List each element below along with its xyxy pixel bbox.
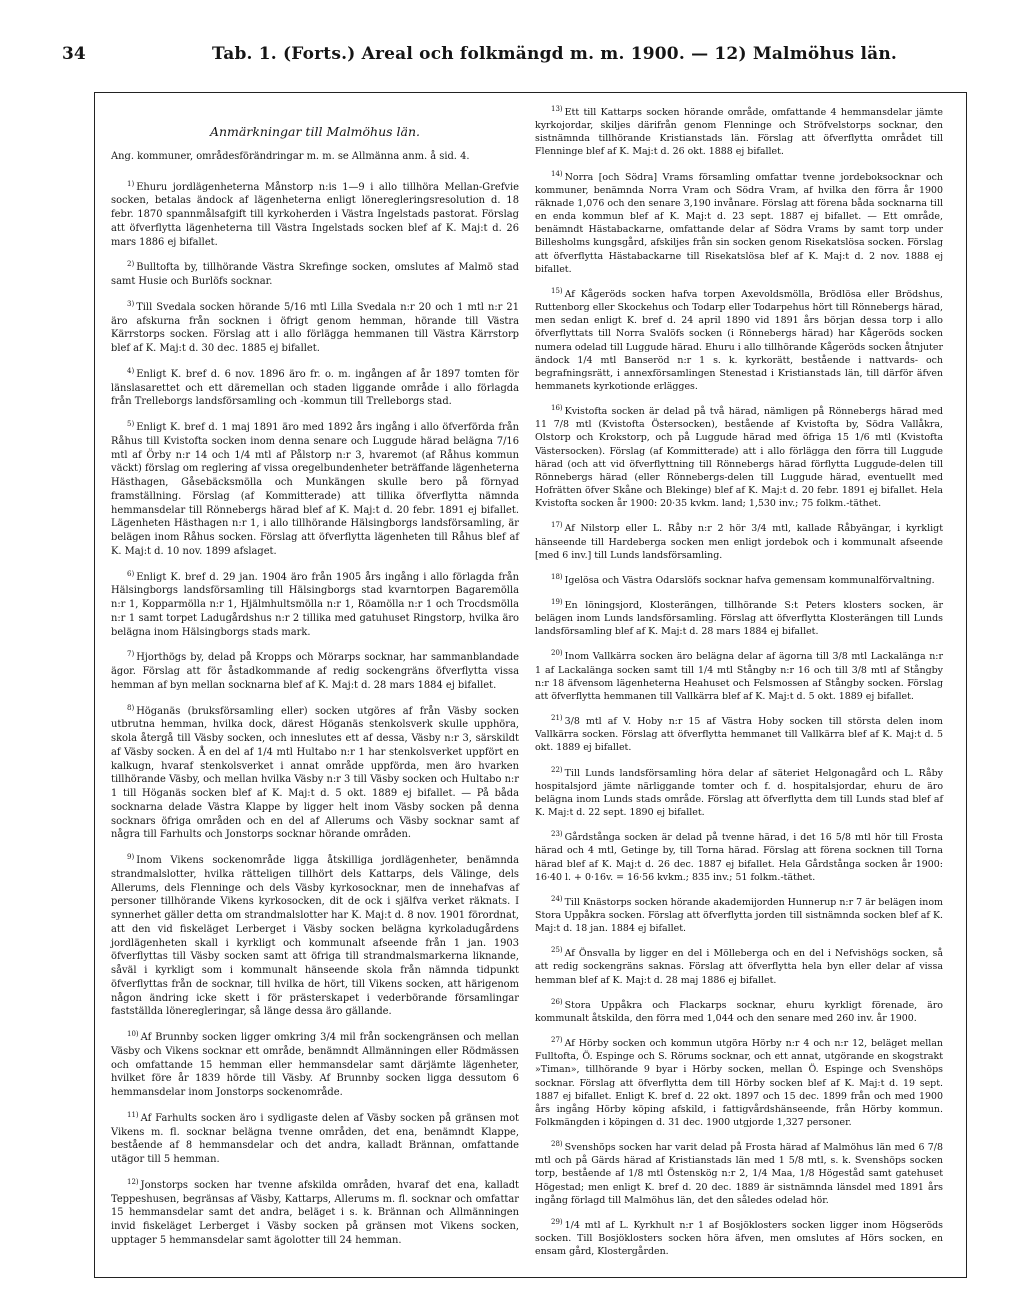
footnote-number: 21) xyxy=(551,714,563,723)
footnote-text: 3/8 mtl af V. Hoby n:r 15 af Västra Hoby socken till största delen inom Vallkärra socken. Förslag att öfverflytta hemmanet till Vallkärra blef af K. Maj:t d. 5 okt. 1889 ej bifallet. xyxy=(535,716,943,754)
footnote xyxy=(535,712,943,754)
footnote-number: 23) xyxy=(551,830,563,839)
footnote xyxy=(535,1034,943,1129)
footnote-text: Till Lunds landsförsamling höra delar af säteriet Helgonagård och L. Råby hospitalsjord jämte närliggande tomter och f. d. hospitalsjordar, ehuru de äro belägna inom Lunds stads område. Förslag att öfverflytta dem till Lunds stad blef af K. Maj:t d. 22 sept. 1890 ej bifallet. xyxy=(535,767,943,819)
footnote-number: 4) xyxy=(127,366,135,375)
footnote-number: 9) xyxy=(127,853,135,861)
footnote-text: Jonstorps socken har tvenne afskilda områden, hvaraf det ena, kalladt Teppeshusen, begränsas af Väsby, Kattarps, Allerums m. fl. socknar och omfattar 15 hemmansdelar samt det andra, beläget i s. k. Brännan och Allmänningen invid fiskeläget Lerberget i Väsby socken på gränsen mot Vikens socken, upptager 5 hemmansdelar samt ägolotter till 24 hemman. xyxy=(111,1179,519,1246)
footnote xyxy=(535,103,943,159)
footnote-text: Af Hörby socken och kommun utgöra Hörby n:r 4 och n:r 12, beläget mellan Fulltofta, Ö. Espinge och S. Rörums socknar, och ett annat, utgörande en skogstrakt »Timan», tillhörande 9 byar i Hörby socken, mellan Ö. Espinge och Svenshöps socknar. Förslag att öfverflytta dem till Hörby socken blef af K. Maj:t d. 19 sept. 1887 ej bifallet. Enligt K. bref d. 22 okt. 1897 och 15 dec. 1899 från och med 1900 års ingång Hörby köping afskild, i fattigvårdshänseende, från Hörby kommun. Folkmängden i köpingen d. 31 dec. 1900 utgjorde 1,327 personer. xyxy=(535,1038,943,1128)
footnote-number: 25) xyxy=(551,946,563,955)
footnote-text: Norra [och Södra] Vrams församling omfattar tvenne jordeboksocknar och kommuner, benämnda Norra Vram och Södra Vram, af hvilka den förra år 1900 räknade 1,076 och den senare 3,190 invånare. Förslag att förena båda socknarna till en enda kommun blef af K. Maj:t d. 23 sept. 1887 ej bifallet. — Ett område, benämndt Hästabackarne, omfattande delar af Södra Vrams by samt torp under Billesholms kungsgård, afskiljes från sin socken genom Risekatslösa socken. Förslag att öfverflytta Hästabackarne till Risekatslösa blef af K. Maj:t d. 2 nov. 1888 ej bifallet. xyxy=(535,171,943,275)
footnote-text: Inom Vikens sockenområde ligga åtskilliga jordlägenheter, benämnda strandmalslotter, hvilka rätteligen tillhört dels Kattarps, dels Välinge, dels Allerums, dels Flenninge och dels Väsby kyrkosocknar, men de innehafvas af personer tillhörande Vikens kyrkosocken, dit de ock i själfva verket räknats. I synnerhet gäller detta om strandmalslotter har K. Maj:t d. 8 nov. 1901 förordnat, att den vid fiskeläget Lerberget i Väsby socken belägna kyrkoladugårdens jordlägenheten skall i kyrkligt och kommunalt afseende från 1 jan. 1903 öfverflyttas till Väsby socken samt att öfriga till strandmalsmarkerna liknande, såväl i kyrkligt som i kommunalt hänseende skola från nämnda tidpunkt öfverflyttas från de socknar, till hvilka de hört, till Vikens socken, att härigenom någon ändring icke skett i för prästerskapet i vederbörande församlingar fastställda löneregleringar, så länge dessa äro gällande. xyxy=(111,855,519,1018)
footnote xyxy=(111,1109,519,1167)
footnote-number: 12) xyxy=(127,1177,139,1186)
footnote xyxy=(111,1176,519,1248)
left-column xyxy=(111,125,519,1257)
footnote xyxy=(535,285,943,393)
footnote-text: Till Knästorps socken hörande akademijorden Hunnerup n:r 7 är belägen inom Stora Uppåkra socken. Förslag att öfverflytta jorden till sistnämnda socken blef af K. Maj:t d. 18 jan. 1884 ej bifallet. xyxy=(535,896,943,935)
footnote-text: Af Kågeröds socken hafva torpen Axevoldsmölla, Brödlösa eller Brödshus, Ruttenborg eller Skockehus och Todarp eller Todarpehus hört till Rönnebergs härad, men sedan enligt K. bref d. 24 april 1890 vid 1891 års början dessa torp i allo öfverflyttats till Norra Svalöfs socken (i Rönnebergs härad) har Kågeröds socken numera odelad till Luggude härad. Ehuru i allo tillhörande Kågeröds socken åtnjuter ändock 1/4 mtl Banseröd n:r 1 s. k. kyrkorätt, bestående i nattvards- och begrafningsrätt, i annexförsamlingen Stenestad i Kristianstads län, till därför äfven hemmanets kyrkotionde erlägges. xyxy=(535,288,943,392)
footnote-text: 1/4 mtl af L. Kyrkhult n:r 1 af Bosjöklosters socken ligger inom Högseröds socken. Till Bosjöklosters socken höra äfven, men omslutes af Hörs socken, en ensam gård, Klostergården. xyxy=(535,1219,943,1258)
footnote xyxy=(535,828,943,884)
footnote xyxy=(535,519,943,561)
footnote-number: 22) xyxy=(551,765,563,774)
footnote-number: 1) xyxy=(127,179,135,188)
footnote-number: 3) xyxy=(127,299,135,308)
footnote-number: 5) xyxy=(127,420,135,428)
footnote xyxy=(535,944,943,986)
footnote-text: Svenshöps socken har varit delad på Frosta härad af Malmöhus län med 6 7/8 mtl och på Gärds härad af Kristianstads län med 1 5/8 mtl, s. k. Svenshöps socken torp, bestående af 1/8 mtl Östenskög n:r 2, 1/4 Maa, 1/8 Högeståd samt gatehuset Högestad; men enligt K. bref d. 20 dec. 1889 är sistnämnda länsdel med 1891 års ingång förlagd till Malmöhus län, det den således odelad hör. xyxy=(535,1142,943,1206)
footnote xyxy=(535,647,943,703)
footnote-number: 19) xyxy=(551,598,563,606)
footnote-number: 16) xyxy=(551,404,563,413)
footnote-number: 28) xyxy=(551,1140,563,1149)
footnote-text: Inom Vallkärra socken äro belägna delar af ägorna till 3/8 mtl Lackalänga n:r 1 af Lackalänga socken samt till 1/4 mtl Stångby n:r 16 och till 3/8 mtl af Stångby n:r 18 äfvensom lägenheterna Heahuset och Felsmossen af Stångby socken. Förslag att öfverflytta hemmanen till Vallkärra blef af K. Maj:t d. 5 okt. 1889 ej bifallet. xyxy=(535,651,943,702)
right-column xyxy=(535,103,943,1267)
page-number: 34 xyxy=(62,44,86,64)
footnote-text: Enligt K. bref d. 1 maj 1891 äro med 1892 års ingång i allo öfverförda från Råhus till Kvistofta socken inom denna senare och Luggude härad belägna 7/16 mtl af Örby n:r 14 och 1/4 mtl af Pålstorp n:r 3, hvaremot (af Råhus kommun väckt) förslag om reglering af vissa oregelbundenheter beträffande lägenheterna Hästhagen, Gåsebäcksmölla och Munkängen skulle bero på förnyad framställning. Förslag (af Kommitterade) att tillika öfverflytta nämnda hemmansdelar till Rönnebergs härad blef af K. Maj:t d. 20 febr. 1891 ej bifallet. Lägenheten Hästhagen n:r 1, i allo tillhörande Hälsingborgs landsförsamling, är belägen inom Råhus socken. Förslag att öfverflytta lägenheten till Råhus blef af K. Maj:t d. 10 nov. 1899 afslaget. xyxy=(111,422,519,557)
footnote-text: Af Brunnby socken ligger omkring 3/4 mil från sockengränsen och mellan Väsby och Vikens socknar ett område, benämndt Allmänningen eller Rödmässen och omfattande 15 hemman eller hemmansdelar samt därjämte lägenheter, hvilket före år 1839 hörde till Väsby. Af Brunnby socken ligga dessutom 6 hemmansdelar inom Jonstorps sockenområde. xyxy=(111,1032,519,1098)
footnote-number: 10) xyxy=(127,1030,139,1038)
footnote-text: Af Farhults socken äro i sydligaste delen af Väsby socken på gränsen mot Vikens m. fl. socknar belägna tvenne områden, det ena, benämndt Klappe, bestående af 8 hemmansdelar och det andra, kalladt Brännan, omfattande utägor till 5 hemman. xyxy=(111,1112,519,1165)
footnote xyxy=(535,996,943,1025)
footnote-number: 29) xyxy=(551,1217,563,1226)
footnote-text: Gårdstånga socken är delad på tvenne härad, i det 16 5/8 mtl hör till Frosta härad och 4 mtl, Getinge by, till Torna härad. Förslag att förena socknen till Torna härad blef af K. Maj:t d. 26 dec. 1887 ej bifallet. Hela Gårdstånga socken år 1900: 16·40 l. + 0·16v. = 16·56 kvkm.; 835 inv.; 51 folkm.-täthet. xyxy=(535,832,943,883)
footnote-number: 17) xyxy=(551,521,563,530)
right-notes-list xyxy=(535,103,943,1258)
left-notes-list xyxy=(111,178,519,1248)
footnote xyxy=(535,764,943,820)
footnote xyxy=(111,648,519,692)
footnote xyxy=(535,571,943,587)
footnote-text: Stora Uppåkra och Flackarps socknar, ehuru kyrkligt förenade, äro kommunalt åtskilda, den förra med 1,044 och den senare med 260 inv. år 1900. xyxy=(535,999,943,1024)
footnote xyxy=(111,702,519,843)
footnote xyxy=(111,1028,519,1100)
footnote-text: Hjorthögs by, delad på Kropps och Mörarps socknar, har sammanblandade ägor. Förslag att för åstadkommande af redig sockengräns öfverflytta vissa hemman af byn mellan socknarna blef af K. Maj:t d. 28 mars 1884 ej bifallet. xyxy=(111,652,519,691)
footnote-number: 20) xyxy=(551,649,563,658)
footnote xyxy=(111,418,519,559)
footnote xyxy=(111,568,519,640)
footnote-text: Igelösa och Västra Odarslöfs socknar hafva gemensam kommunalförvaltning. xyxy=(564,574,935,586)
footnote-number: 2) xyxy=(127,260,135,269)
footnote-text: Enligt K. bref d. 6 nov. 1896 äro fr. o. m. ingången af år 1897 tomten för länslasarettet och ett däremellan och staden liggande område i allo förlagda från Trelleborgs landsförsamling och -kommun till Trelleborgs stad. xyxy=(111,368,519,408)
notes-subheading: Ang. kommuner, områdesförändringar m. m. se Allmänna anm. å sid. 4. xyxy=(111,150,470,162)
footnote-number: 11) xyxy=(127,1110,139,1119)
footnote-text: Bulltofta by, tillhörande Västra Skrefinge socken, omslutes af Malmö stad samt Husie och Burlöfs socknar. xyxy=(111,262,519,287)
footnote xyxy=(535,1138,943,1207)
footnote-number: 24) xyxy=(551,894,563,903)
footnote xyxy=(535,1216,943,1258)
footnote-number: 18) xyxy=(551,572,563,581)
footnote xyxy=(535,893,943,935)
footnote-number: 13) xyxy=(551,105,563,113)
footnote-number: 27) xyxy=(551,1036,563,1045)
footnote-number: 8) xyxy=(127,703,135,712)
footnote xyxy=(111,298,519,356)
footnote xyxy=(111,178,519,250)
notes-heading: Anmärkningar till Malmöhus län. xyxy=(209,124,421,139)
footnote-text: Till Svedala socken hörande 5/16 mtl Lilla Svedala n:r 20 och 1 mtl n:r 21 äro afskurna från socknen i öfrigt genom hemman, hörande till Västra Kärrstorps socken. Förslag att i allo förlägga hemmanen till Västra Kärrstorp blef af K. Maj:t d. 30 dec. 1885 ej bifallet. xyxy=(111,301,519,354)
footnote-number: 15) xyxy=(551,286,563,295)
footnote xyxy=(111,365,519,409)
footnote xyxy=(535,402,943,510)
footnote-number: 6) xyxy=(127,569,135,578)
notes-frame xyxy=(94,92,967,1278)
footnote-text: Ett till Kattarps socken hörande område, omfattande 4 hemmansdelar jämte kyrkojordar, skiljes därifrån genom Flenninge och Ströfvelstorps socknar, den sistnämnda tillhörande Kristianstads län. Förslag att öfverflytta området till Flenninge blef af K. Maj:t d. 26 okt. 1888 ej bifallet. xyxy=(535,107,943,158)
footnote-text: En löningsjord, Klosterängen, tillhörande S:t Peters klosters socken, är belägen inom Lunds landsförsamling. Förslag att öfverflytta Klosterängen till Lunds landsförsamling blef af K. Maj:t d. 28 mars 1884 ej bifallet. xyxy=(535,600,943,638)
footnote xyxy=(111,851,519,1019)
page-title: Tab. 1. (Forts.) Areal och folkmängd m. m. 1900. — 12) Malmöhus län. xyxy=(212,44,897,64)
footnote xyxy=(111,258,519,289)
footnote xyxy=(535,596,943,638)
footnote-number: 26) xyxy=(551,997,563,1006)
footnote-text: Af Nilstorp eller L. Råby n:r 2 hör 3/4 mtl, kallade Råbyängar, i kyrkligt hänseende till Hardeberga socken men enligt jordebok och i kommunalt afseende [med 6 inv.] till Lunds landsförsamling. xyxy=(535,523,943,561)
footnote-text: Af Önsvalla by ligger en del i Mölleberga och en del i Nefvishögs socken, så att redig sockengräns saknas. Förslag att öfverflytta hela byn eller delar af vissa hemman blef af K. Maj:t d. 28 maj 1886 ej bifallet. xyxy=(535,948,943,986)
footnote-number: 7) xyxy=(127,650,135,659)
footnote-text: Enligt K. bref d. 29 jan. 1904 äro från 1905 års ingång i allo förlagda från Hälsingborgs landsförsamling till Hälsingborgs stad kvarntorpen Bagaremölla n:r 1, Kopparmölla n:r 1, Hjälmhultsmölla n:r 1, Röamölla n:r 1 och Trocdsmölla n:r 1 samt torpet Ladugårdshus n:r 2 tillika med gatuhuset Ringstorp, hvilka äro belägna inom Hälsingborgs stads mark. xyxy=(111,571,519,638)
footnote-number: 14) xyxy=(551,169,563,178)
footnote-text: Höganäs (bruksförsamling eller) socken utgöres af från Väsby socken utbrutna hemman, hvilka dock, därest Höganäs stenkolsverk skulle upphöra, skola återgå till Väsby socken, och inneslutes ett af dessa, Väsby n:r 3, särskildt af Väsby socken. Å en del af 1/4 mtl Hultabo n:r 1 har stenkolsverket uppfört en kalkugn, hvaraf stenkolsverket i annat område uppförda, men äro hvarken tillhörande Väsby, och mellan hvilka Väsby n:r 3 till Väsby socken och Hultabo n:r 1 till Höganäs socken blef af K. Maj:t d. 5 okt. 1889 ej bifallet. — På båda socknarna delade Västra Klappe by ligger helt inom Väsby socken på denna socknars öfriga områden och en del af Allerums och Väsby socknar samt af några till Farhults och Jonstorps socknar hörande områden. xyxy=(111,705,519,841)
footnote-text: Kvistofta socken är delad på två härad, nämligen på Rönnebergs härad med 11 7/8 mtl (Kvistofta Östersocken), bestående af Kvistofta by, Södra Vallåkra, Olstorp och Krokstorp, och på Luggude härad med öfriga 15 1/6 mtl (Kvistofta Västersocken). Förslag (af Kommitterade) att i allo förlägga den förra till Luggude härad (och att vid öfverflyttning till Rönnebergs härad förflytta Luggude-delen till Rönnebergs härad (eller Rönnebergs-delen till Luggude härad, eventuellt med Hofrätten öfver Skåne och Blekinge) blef af K. Maj:t d. 20 febr. 1891 ej bifallet. Hela Kvistofta socken år 1900: 20·35 kvkm. land; 1,530 inv.; 75 folkm.-täthet. xyxy=(535,406,943,510)
footnote xyxy=(535,168,943,276)
footnote-text: Ehuru jordlägenheterna Månstorp n:is 1—9 i allo tillhöra Mellan-Grefvie socken, betalas ändock af lägenheterna enligt löneregleringsresolution d. 18 febr. 1870 spannmålsafgift till kyrkoherden i Västra Ingelstads pastorat. Förslag att öfverflytta lägenheterna till Västra Ingelstads socken blef af K. Maj:t d. 26 mars 1886 ej bifallet. xyxy=(111,181,519,248)
